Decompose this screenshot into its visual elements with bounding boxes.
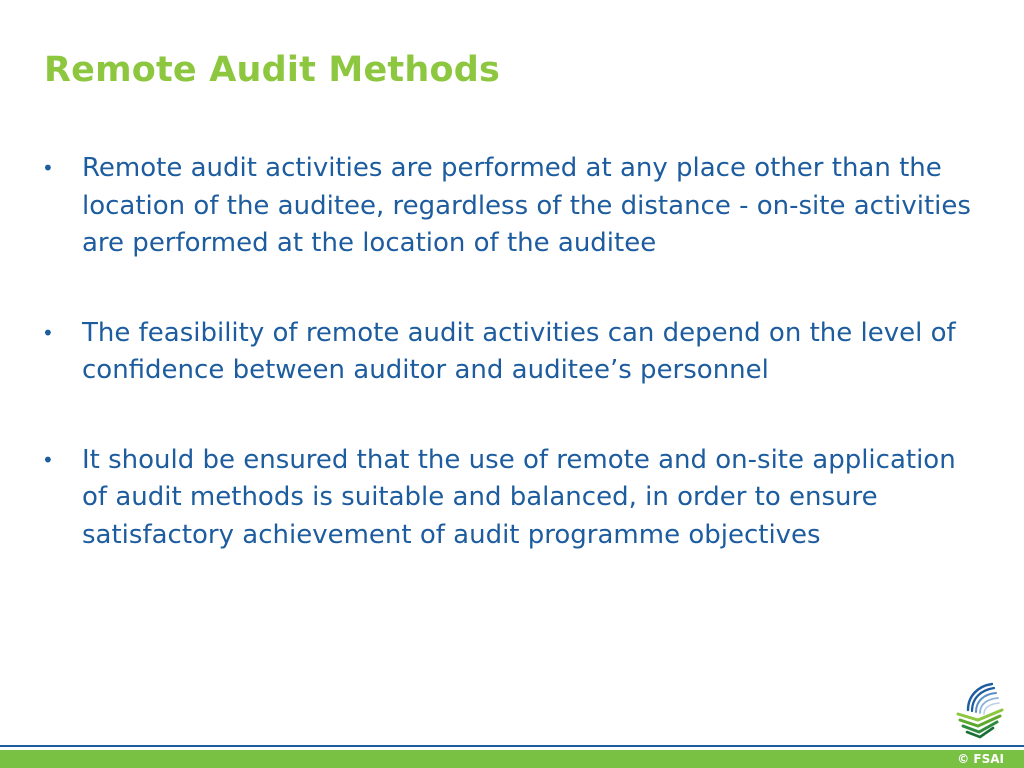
bullet-text: Remote audit activities are performed at any place other than the location of the auditee, regardless of the distance - on-site activities are performed at the location of the auditee (82, 153, 971, 258)
bullet-text: It should be ensured that the use of remote and on-site application of audit methods is suitable and balanced, in order to ensure satisfactory achievement of audit programme objectives (82, 444, 956, 550)
slide-title: Remote Audit Methods (44, 50, 500, 90)
footer-bar (0, 750, 1024, 768)
bullet-item (42, 150, 982, 263)
bullet-item (42, 442, 982, 555)
bullet-item (42, 315, 982, 390)
bullet-icon: • (42, 320, 54, 345)
bullet-icon: • (42, 447, 54, 472)
bullet-list (42, 150, 982, 554)
bullet-icon: • (42, 156, 54, 180)
footer-divider (0, 745, 1024, 747)
copyright-label: © FSAI (957, 752, 1004, 766)
bullet-text: The feasibility of remote audit activities can depend on the level of confidence between auditor and auditee’s personnel (82, 317, 956, 385)
fsai-logo-icon (952, 680, 1008, 740)
